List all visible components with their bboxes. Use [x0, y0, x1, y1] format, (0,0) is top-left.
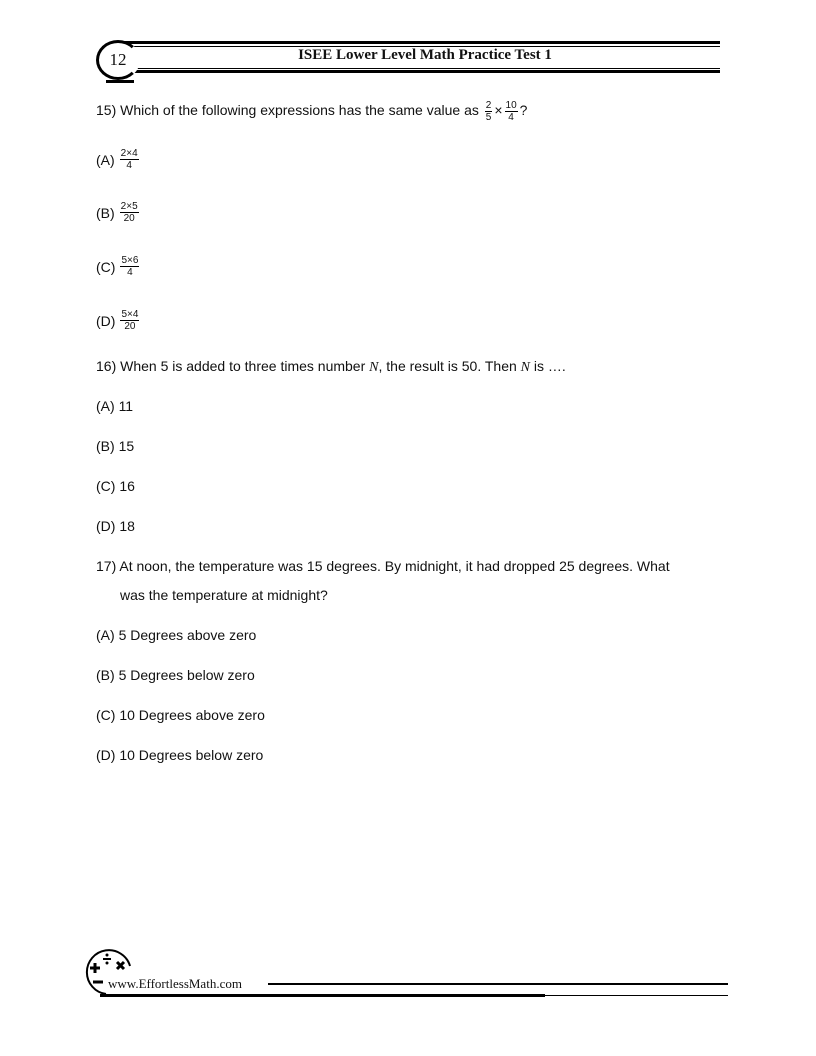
globe-stand [106, 80, 134, 83]
page-title: ISEE Lower Level Math Practice Test 1 [298, 47, 552, 63]
question-17: 17) At noon, the temperature was 15 degrees. By midnight, it had dropped 25 degrees. What [96, 558, 670, 574]
footer-rule [268, 983, 728, 985]
page-number: 12 [96, 40, 140, 80]
option-16b[interactable]: (B) 15 [96, 438, 135, 454]
option-17d[interactable]: (D) 10 Degrees below zero [96, 747, 264, 763]
question-17-line2: was the temperature at midnight? [120, 587, 328, 603]
option-17b[interactable]: (B) 5 Degrees below zero [96, 667, 255, 683]
fraction: $\frac{10}{4}$ [505, 100, 517, 123]
question-16: 16) When 5 is added to three times number N, the result is 50. Then N is …. [96, 358, 566, 375]
footer-rule-thin [545, 995, 728, 996]
option-15a[interactable]: (A) $\frac{2\times 4}{4}$ [96, 148, 138, 171]
option-16c[interactable]: (C) 16 [96, 478, 135, 494]
header-rule-bottom [118, 70, 720, 73]
fraction: $\frac{2}{5}$ [485, 100, 492, 123]
option-17c[interactable]: (C) 10 Degrees above zero [96, 707, 265, 723]
option-17a[interactable]: (A) 5 Degrees above zero [96, 627, 257, 643]
question-number: 15) [96, 102, 117, 119]
option-16d[interactable]: (D) 18 [96, 518, 135, 534]
footer-url: www.EffortlessMath.com [108, 976, 242, 991]
question-15: 15) Which of the following expressions has the same value as $\frac{2}{5}$ × $\frac{10}{4}$ ? [96, 100, 528, 123]
footer-rule-thick [100, 994, 545, 997]
option-15c[interactable]: (C) $\frac{5\times 6}{4}$ [96, 255, 139, 278]
header-rule-bottom-thin [118, 68, 720, 69]
option-15b[interactable]: (B) $\frac{2\times 5}{20}$ [96, 201, 138, 224]
option-16a[interactable]: (A) 11 [96, 398, 134, 414]
question-text: Which of the following expressions has the same value as [120, 102, 479, 119]
option-15d[interactable]: (D) $\frac{5\times 4}{20}$ [96, 309, 139, 332]
header-rule-top [118, 41, 720, 44]
